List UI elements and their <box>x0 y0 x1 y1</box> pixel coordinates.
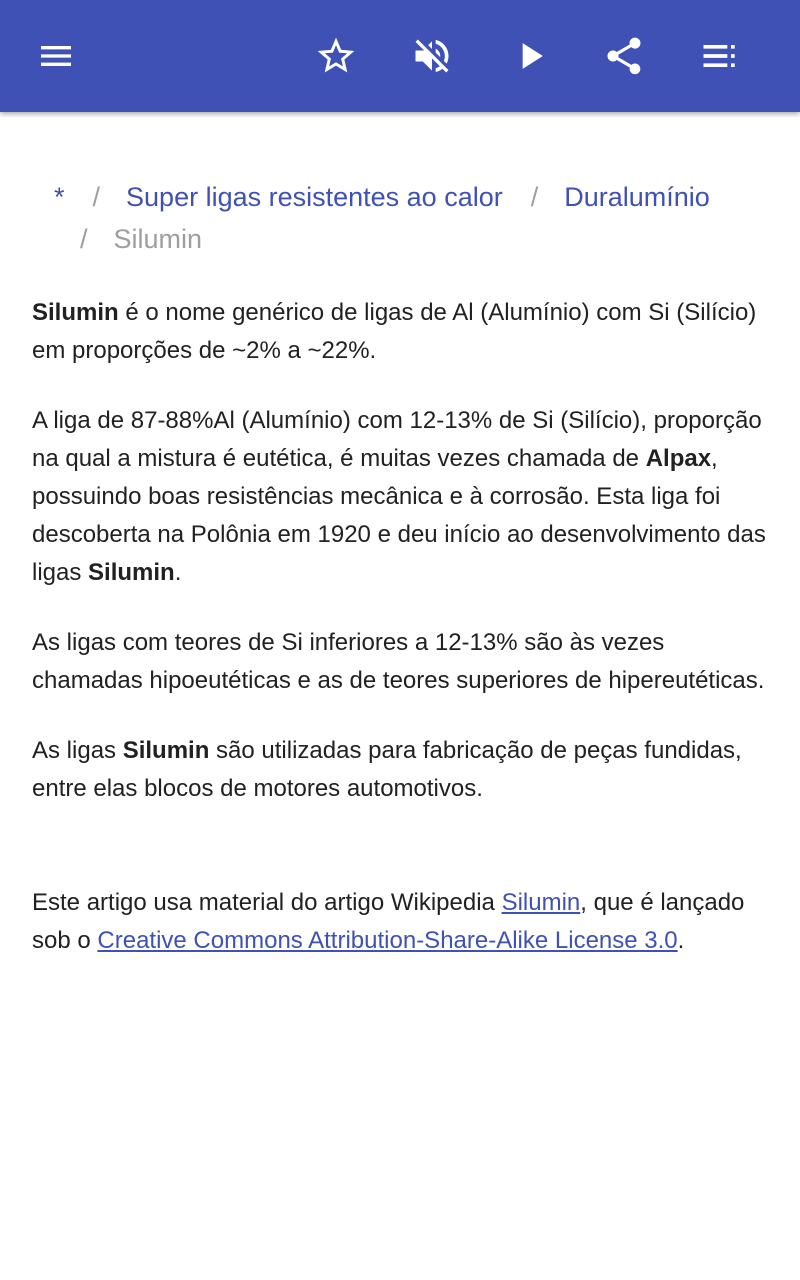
table-of-contents-button[interactable] <box>692 28 748 84</box>
wikipedia-article-link[interactable]: Silumin <box>501 889 581 916</box>
breadcrumb-separator: / <box>530 182 539 212</box>
attribution-note <box>32 884 768 960</box>
attribution-text: . <box>677 927 685 954</box>
attribution-text: , que é lançado sob o <box>32 889 745 954</box>
paragraph-text: . <box>174 559 182 586</box>
play-icon <box>508 34 552 78</box>
paragraph-text: é o nome genérico de ligas de Al (Alumínio) com Si (Silício) em proporções de ~2% a ~22%. <box>32 299 757 364</box>
article-paragraph-3: As ligas com teores de Si inferiores a 12-13% são às vezes chamadas hipoeutéticas e as de teores superiores de hipereutéticas. <box>32 629 765 694</box>
menu-button[interactable] <box>28 28 84 84</box>
article-content <box>32 176 768 960</box>
breadcrumb-link-super-ligas[interactable]: Super ligas resistentes ao calor <box>126 182 503 212</box>
attribution-text: Este artigo usa material do artigo Wikipedia <box>32 889 502 916</box>
paragraph-text: são utilizadas para fabricação de peças fundidas, entre elas blocos de motores automotivos. <box>32 737 742 802</box>
bold-term: Silumin <box>122 737 210 764</box>
article-paragraph-4 <box>32 732 768 808</box>
bold-term: Alpax <box>645 445 712 472</box>
breadcrumb <box>32 176 768 260</box>
breadcrumb-line-2 <box>54 218 768 260</box>
article-paragraph-2 <box>32 402 768 592</box>
breadcrumb-current: Silumin <box>113 224 203 254</box>
menu-icon <box>36 36 76 76</box>
app-bar <box>0 0 800 112</box>
breadcrumb-separator: / <box>80 224 88 254</box>
article-paragraph-1 <box>32 294 768 370</box>
breadcrumb-home-link[interactable]: * <box>54 182 65 212</box>
paragraph-text: As ligas <box>32 737 123 764</box>
mute-button[interactable] <box>404 28 460 84</box>
volume-off-icon <box>410 34 454 78</box>
star-outline-icon <box>314 34 358 78</box>
favorite-button[interactable] <box>308 28 364 84</box>
paragraph-text: , possuindo boas resistências mecânica e à corrosão. Esta liga foi descoberta na Polônia em 1920 e deu início ao desenvolvimento das ligas <box>32 445 766 586</box>
share-icon <box>602 34 646 78</box>
license-link[interactable]: Creative Commons Attribution-Share-Alike License 3.0 <box>97 927 678 954</box>
paragraph-text: A liga de 87-88%Al (Alumínio) com 12-13% de Si (Silício), proporção na qual a mistura é eutética, é muitas vezes chamada de <box>32 407 762 472</box>
breadcrumb-separator: / <box>92 182 101 212</box>
play-button[interactable] <box>502 28 558 84</box>
bold-term: Silumin <box>88 559 175 586</box>
list-icon <box>698 34 742 78</box>
breadcrumb-link-duraluminio[interactable]: Duralumínio <box>564 182 710 212</box>
bold-term: Silumin <box>32 299 119 326</box>
share-button[interactable] <box>596 28 652 84</box>
